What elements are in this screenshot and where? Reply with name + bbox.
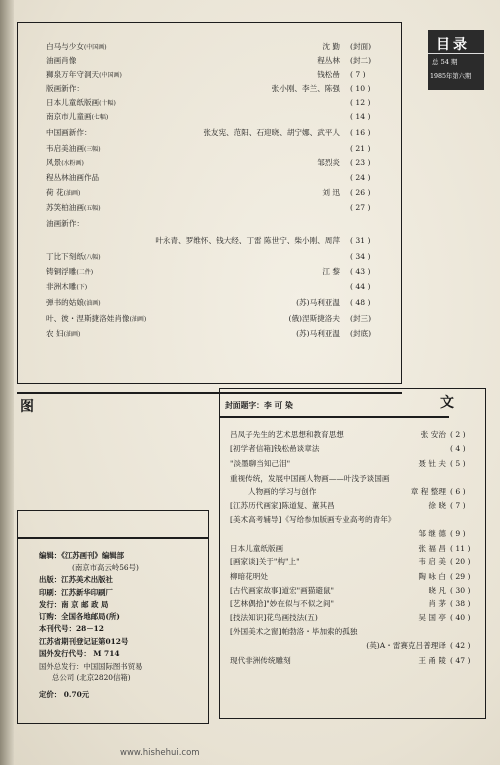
text-entry-title: "淡墨聊当知己泪" — [230, 459, 291, 468]
picture-entry-medium: (水粉画) — [61, 160, 84, 167]
picture-entry-title: 农 妇 — [46, 329, 64, 338]
picture-entry — [46, 42, 107, 53]
picture-entry-page: ( 21 ) — [350, 144, 371, 153]
text-entry-page: ( 29 ) — [450, 572, 471, 581]
picture-entry-author: 钱松喦 — [317, 70, 340, 79]
picture-entry-title: 程丛林油画作品 — [46, 173, 100, 182]
picture-entry-page: (封二) — [350, 56, 372, 65]
picture-entry-title: 叶、彼・涅斯捷洛娃肖像 — [46, 314, 130, 323]
text-entry-title: 人物画的学习与创作 — [248, 487, 317, 496]
text-entry-author: 韦 启 美 — [418, 557, 446, 566]
picture-entry-medium: (油画) — [83, 300, 101, 307]
binding-gutter — [0, 0, 14, 765]
text-entry-author: (英)A・雷赛克吕普理译 — [366, 641, 446, 650]
picture-entry-page: ( 24 ) — [350, 173, 371, 182]
picture-entry-medium: (下) — [76, 284, 88, 291]
picture-entry — [46, 329, 80, 340]
picture-entry-title: 风景 — [46, 158, 62, 167]
text-entry-title: [外国美术之窗]帕勃洛・毕加索的孤独 — [230, 627, 358, 636]
picture-entry-title: 狮泉万年守洞天 — [46, 70, 100, 79]
text-entry-page: ( 38 ) — [450, 599, 471, 608]
printer-line: 印刷：江苏新华印刷厂 — [39, 588, 113, 597]
text-entry-author: 王 甬 陵 — [418, 656, 446, 665]
picture-entry-page: ( 31 ) — [350, 236, 371, 245]
text-entry-author: 吴 国 亭 — [418, 613, 446, 622]
picture-entry — [46, 144, 101, 155]
text-entry-page: ( 7 ) — [450, 501, 466, 510]
picture-entry — [46, 173, 99, 183]
picture-entry — [46, 112, 108, 123]
picture-entry-page: (封面) — [350, 42, 372, 51]
price-line: 定价： 0.70元 — [39, 690, 90, 699]
text-entry-title: 日本儿童纸版画 — [230, 544, 284, 553]
picture-entry — [46, 84, 84, 94]
picture-entry-medium: (三幅) — [83, 146, 101, 153]
text-entry-page: ( 47 ) — [450, 656, 471, 665]
picture-entry-page: ( 34 ) — [350, 252, 371, 261]
picture-entry-title: 版画新作： — [46, 84, 84, 93]
picture-entry-page: ( 23 ) — [350, 158, 371, 167]
picture-entry-author: 程丛林 — [317, 56, 340, 65]
text-entry-title: [画家谈]关于"构"上" — [230, 557, 300, 566]
picture-entry-title: 丁比下刻纸 — [46, 252, 84, 261]
registration-number: 江苏省期刊登记证第012号 — [39, 637, 129, 646]
text-entry-page: ( 2 ) — [450, 430, 466, 439]
picture-entry-title: 铸铜浮雕 — [46, 267, 77, 276]
picture-entry-author: (俄)涅斯捷洛夫 — [288, 314, 340, 323]
text-entry-title: [艺林偶拾]"妙在似与不似之间" — [230, 599, 335, 608]
text-entry-page: ( 42 ) — [450, 641, 471, 650]
picture-entry-medium: (二件) — [76, 269, 94, 276]
text-entry-title: 柳暗花明处 — [230, 572, 268, 581]
text-entry-author: 张 福 昌 — [418, 544, 446, 553]
picture-entry-page: (封底) — [350, 329, 372, 338]
picture-entry-title: 日本儿童纸版画 — [46, 98, 100, 107]
issue-date: 1985年第六期 — [430, 73, 472, 80]
picture-entry-medium: (五幅) — [83, 205, 101, 212]
picture-entry-page: ( 27 ) — [350, 203, 371, 212]
picture-entry-page: ( 10 ) — [350, 84, 371, 93]
text-entry-author: 章 程 整理 — [410, 487, 446, 496]
international-distributor-address: 总公司 (北京2820信箱) — [52, 673, 131, 682]
issue-number: 总 54 期 — [432, 58, 458, 66]
header-divider — [428, 53, 484, 54]
text-entry-author: 晓 凡 — [428, 586, 446, 595]
text-entry-page: ( 5 ) — [450, 459, 466, 468]
pictures-section-label: 图 — [20, 399, 34, 415]
picture-entry-author: (苏)马利亚温 — [296, 329, 340, 338]
text-entry-title: [技法知识]花鸟画技法(五) — [230, 613, 318, 622]
text-entry-title: 吕凤子先生的艺术思想和教育思想 — [230, 430, 344, 439]
picture-entry-author: 张友宪、范阳、石迎晓、胡宁娜、武平人 — [203, 128, 340, 137]
picture-entry-title: 韦启美油画 — [46, 144, 84, 153]
picture-entry-title: 南京市儿童画 — [46, 112, 92, 121]
picture-entry-page: ( 43 ) — [350, 267, 371, 276]
text-entry-page: ( 30 ) — [450, 586, 471, 595]
picture-entry — [46, 56, 76, 66]
text-entry-page: ( 11 ) — [450, 544, 471, 553]
publication-info-rule — [17, 537, 209, 539]
picture-entry-author: 刘 迅 — [322, 188, 340, 197]
picture-entry-page: ( 44 ) — [350, 282, 371, 291]
picture-entry-author: 张小刚、李兰、陈强 — [271, 84, 340, 93]
picture-entry-medium: (八幅) — [83, 254, 101, 261]
picture-entry-author: 邹烈炎 — [317, 158, 340, 167]
picture-entry — [46, 267, 93, 278]
picture-entry — [46, 70, 122, 81]
text-entry-author: 邹 继 德 — [418, 529, 446, 538]
picture-entry-author: 叶永青、罗维怀、钱大经、丁雷 陈世宁、柴小刚、周萍 — [155, 236, 340, 245]
picture-entry — [46, 298, 101, 309]
text-entry-author: 聂 钍 夫 — [418, 459, 446, 468]
contents-header — [428, 30, 484, 90]
contents-title: 目录 — [436, 37, 470, 53]
picture-entry-title: 苏笑柏油画 — [46, 203, 84, 212]
text-entry-title: [美术高考辅导]《写给参加版画专业高考的青年》 — [230, 515, 396, 524]
orders-line: 订购：全国各地邮局(所) — [39, 612, 120, 621]
text-entry-page: ( 9 ) — [450, 529, 466, 538]
picture-entry-title: 荷 花 — [46, 188, 64, 197]
text-entry-page: ( 4 ) — [450, 444, 466, 453]
picture-entry — [46, 98, 116, 109]
watermark-url: www.hishehui.com — [120, 748, 200, 758]
international-distributor: 国外总发行：中国国际图书贸易 — [39, 662, 143, 671]
text-entry-title: [初学者信箱]钱松喦谈章法 — [230, 444, 320, 453]
distributor-line: 发行：南 京 邮 政 局 — [39, 600, 109, 609]
picture-entry-page: ( 26 ) — [350, 188, 371, 197]
cover-calligraphy-credit: 封面题字：李 可 染 — [225, 401, 293, 410]
picture-entry-page: ( 14 ) — [350, 112, 371, 121]
publisher-line: 出版：江苏美术出版社 — [39, 575, 113, 584]
picture-entry-page: ( 7 ) — [350, 70, 366, 79]
picture-entry — [46, 158, 84, 169]
journal-code: 本刊代号：28－12 — [39, 624, 104, 633]
picture-entry-medium: (中国画) — [83, 44, 107, 51]
picture-entry-medium: (中国画) — [99, 72, 122, 79]
text-entry-title: [江苏历代画家]陈道复、董其昌 — [230, 501, 335, 510]
picture-entry-author: (苏)马利亚温 — [296, 298, 340, 307]
picture-entry — [46, 252, 101, 263]
editor-address: (南京市高云岭56号) — [72, 563, 139, 572]
picture-entry-medium: (十幅) — [99, 100, 116, 107]
picture-entry-medium: (油画) — [63, 190, 81, 197]
picture-entry-title: 油画新作： — [46, 219, 84, 228]
picture-entry-medium: (油画) — [129, 316, 147, 323]
picture-entry-page: (封三) — [350, 314, 372, 323]
text-entry-author: 张 安治 — [420, 430, 446, 439]
text-entry-page: ( 40 ) — [450, 613, 471, 622]
foreign-distribution-code: 国外发行代号： M 714 — [39, 649, 120, 658]
picture-entry — [46, 128, 92, 138]
picture-entry-title: 弹书的姑娘 — [46, 298, 84, 307]
text-entry-title: [古代画家故事]道宏"画猫避鼠" — [230, 586, 335, 595]
cover-title-rule — [219, 416, 449, 418]
text-entry-title: 重视传统，发展中国画人物画——叶浅予谈国画 — [230, 474, 390, 483]
picture-entry — [46, 188, 80, 199]
picture-entry-author: 沈 勤 — [322, 42, 340, 51]
picture-entry-title: 中国画新作： — [46, 128, 92, 137]
text-entry-author: 肖 茅 — [428, 599, 446, 608]
text-section-label: 文 — [440, 395, 454, 411]
text-entry-author: 陶 咏 白 — [418, 572, 446, 581]
picture-entry-title: 白马与少女 — [46, 42, 84, 51]
editor-line: 编辑：《江苏画刊》编辑部 — [39, 551, 124, 560]
picture-entry-title: 非洲木雕 — [46, 282, 77, 291]
picture-entry-page: ( 48 ) — [350, 298, 371, 307]
picture-entry — [46, 219, 84, 229]
picture-entry-medium: (油画) — [63, 331, 81, 338]
picture-entry — [46, 282, 87, 293]
text-entry-page: ( 6 ) — [450, 487, 466, 496]
picture-entry-page: ( 16 ) — [350, 128, 371, 137]
picture-entry-title: 油画肖像 — [46, 56, 77, 65]
picture-entry — [46, 203, 101, 214]
picture-entry-medium: (七幅) — [91, 114, 109, 121]
text-entry-title: 现代非洲传统雕刻 — [230, 656, 291, 665]
text-entry-page: ( 20 ) — [450, 557, 471, 566]
picture-entry-page: ( 12 ) — [350, 98, 371, 107]
picture-entry-author: 江 黎 — [322, 267, 340, 276]
text-entry-author: 徐 晓 — [428, 501, 446, 510]
picture-entry — [46, 314, 146, 325]
